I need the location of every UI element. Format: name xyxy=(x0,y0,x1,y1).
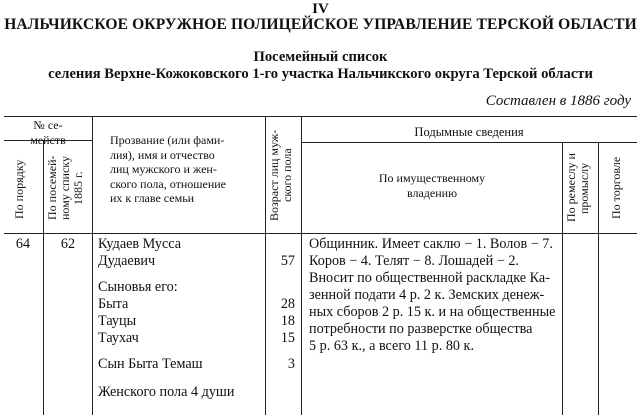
order-number: 64 xyxy=(15,236,31,252)
property-line: Общинник. Имеет саклю − 1. Волов − 7. xyxy=(309,236,553,252)
col-divider-2 xyxy=(92,116,93,415)
person-name: Тауцы xyxy=(98,313,137,329)
property-line: ных сборов 2 р. 15 к. и на общественные xyxy=(309,304,556,320)
roman-numeral: IV xyxy=(312,1,329,17)
age-value: 3 xyxy=(287,356,295,372)
family-number-group-header: № се- мейств xyxy=(30,118,66,147)
person-name: Дудаевич xyxy=(98,253,156,269)
person-name: Сын Быта Темаш xyxy=(98,356,203,372)
person-name: Таухач xyxy=(98,330,139,346)
person-name: Кудаев Мусса xyxy=(98,236,182,252)
table-header-rule xyxy=(4,233,637,234)
person-name: Женского пола 4 души xyxy=(98,384,235,400)
by-order-header: По порядку xyxy=(12,159,26,219)
property-line: потребности по разверстке общества xyxy=(309,321,533,337)
craft-column-header: По ремеслу и промыслу xyxy=(564,153,591,223)
col-divider-6 xyxy=(598,142,599,415)
property-line: 5 р. 63 к., а всего 11 р. 80 к. xyxy=(309,338,474,354)
age-value: 15 xyxy=(280,330,295,346)
list-subtitle: селения Верхне-Кожоковского 1-го участка Нальчикского округа Терской области xyxy=(48,66,593,82)
person-name: Быта xyxy=(98,296,129,312)
compiled-date: Составлен в 1886 году xyxy=(485,93,631,109)
person-name: Сыновья его: xyxy=(98,279,178,295)
property-column-header: По имущественному владению xyxy=(378,171,486,200)
property-line: Вносит по общественной раскладке Ка- xyxy=(309,270,550,286)
col-divider-4 xyxy=(301,116,302,415)
table-top-rule xyxy=(4,116,637,117)
age-value: 57 xyxy=(280,253,295,269)
age-value: 28 xyxy=(280,296,295,312)
age-column-header: Возраст лиц муж- ского пола xyxy=(267,129,294,221)
col-divider-5 xyxy=(562,142,563,415)
trade-column-header: По торговле xyxy=(609,156,623,220)
property-line: зенной подати 4 р. 2 к. Земских денеж- xyxy=(309,287,545,303)
tax-group-rule xyxy=(301,142,637,143)
col-divider-1 xyxy=(43,140,44,415)
by-family-list-header: По посемей- ному списку 1885 г. xyxy=(45,155,85,221)
tax-group-header: Подымные сведения xyxy=(414,125,524,139)
family-list-number: 62 xyxy=(60,236,76,252)
list-title: Посемейный список xyxy=(253,49,388,65)
document-heading: НАЛЬЧИКСКОЕ ОКРУЖНОЕ ПОЛИЦЕЙСКОЕ УПРАВЛЕНИЕ ТЕРСКОЙ ОБЛАСТИ xyxy=(4,16,637,33)
age-value: 18 xyxy=(280,313,295,329)
property-line: Коров − 4. Телят − 8. Лошадей − 2. xyxy=(309,253,519,269)
name-column-header: Прозвание (или фами- лия), имя и отчество лиц мужского и жен- ского пола, отношение их к главе семьи xyxy=(110,133,226,205)
